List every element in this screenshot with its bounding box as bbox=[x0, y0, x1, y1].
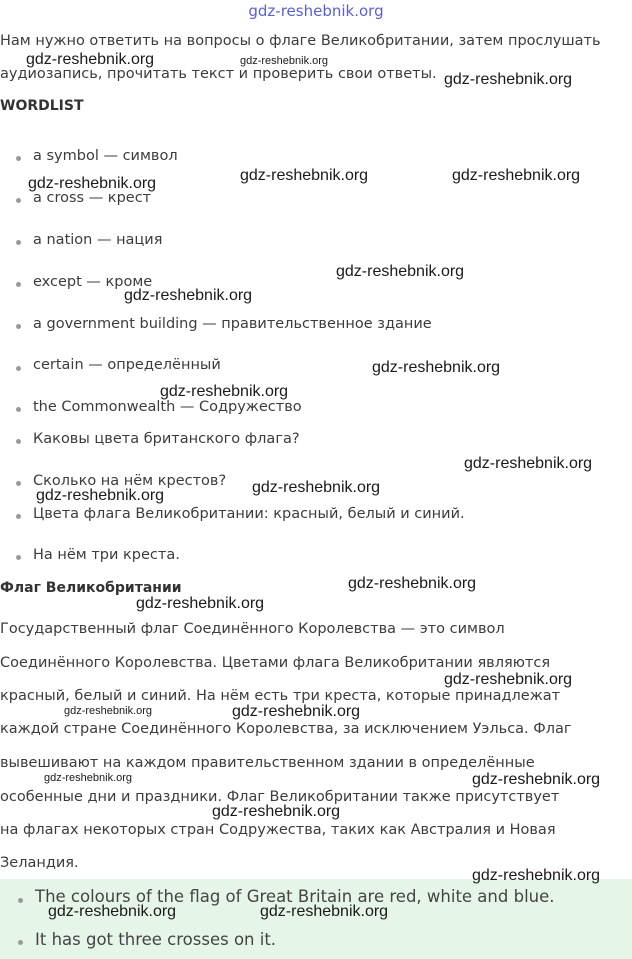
paragraph-line: особенные дни и праздники. Флаг Великобритании также присутствует bbox=[0, 789, 560, 805]
article-heading: Флаг Великобритании bbox=[0, 580, 182, 596]
bullet-icon bbox=[18, 940, 23, 945]
bullet-icon bbox=[16, 366, 21, 371]
watermark: gdz-reshebnik.org bbox=[252, 479, 381, 496]
watermark: gdz-reshebnik.org bbox=[260, 903, 389, 920]
watermark: gdz-reshebnik.org bbox=[232, 703, 361, 720]
watermark: gdz-reshebnik.org bbox=[464, 455, 593, 472]
site-header[interactable]: gdz-reshebnik.org bbox=[248, 2, 384, 20]
list-item: a cross — крест bbox=[33, 190, 152, 206]
bullet-icon bbox=[16, 555, 21, 560]
watermark: gdz-reshebnik.org bbox=[372, 359, 501, 376]
bullet-icon bbox=[16, 156, 21, 161]
watermark: gdz-reshebnik.org bbox=[444, 671, 573, 688]
answer-item: It has got three crosses on it. bbox=[35, 930, 277, 949]
bullet-icon bbox=[16, 481, 21, 486]
paragraph-line: красный, белый и синий. На нём есть три креста, которые принадлежат bbox=[0, 688, 561, 704]
bullet-icon bbox=[16, 240, 21, 245]
watermark: gdz-reshebnik.org bbox=[472, 771, 601, 788]
intro-line-1: Нам нужно ответить на вопросы о флаге Великобритании, затем прослушать bbox=[0, 33, 601, 49]
bullet-icon bbox=[16, 282, 21, 287]
list-item: a symbol — символ bbox=[33, 148, 178, 164]
bullet-icon bbox=[16, 514, 21, 519]
paragraph-line: Соединённого Королевства. Цветами флага Великобритании являются bbox=[0, 655, 551, 671]
watermark: gdz-reshebnik.org bbox=[472, 867, 601, 884]
paragraph-line: каждой стране Соединённого Королевства, за исключением Уэльса. Флаг bbox=[0, 721, 572, 737]
watermark: gdz-reshebnik.org bbox=[336, 263, 465, 280]
list-item: На нём три креста. bbox=[33, 547, 180, 563]
paragraph-line: Государственный флаг Соединённого Королевства — это символ bbox=[0, 621, 505, 637]
watermark: gdz-reshebnik.org bbox=[452, 167, 581, 184]
bullet-icon bbox=[18, 898, 23, 903]
answer-item: The colours of the flag of Great Britain are red, white and blue. bbox=[35, 887, 555, 906]
watermark: gdz-reshebnik.org bbox=[348, 575, 477, 592]
watermark: gdz-reshebnik.org bbox=[212, 803, 341, 820]
list-item: except — кроме bbox=[33, 274, 153, 290]
list-item: a nation — нация bbox=[33, 232, 163, 248]
bullet-icon bbox=[16, 198, 21, 203]
paragraph-line: вывешивают на каждом правительственном здании в определённые bbox=[0, 755, 535, 771]
wordlist-heading: WORDLIST bbox=[0, 98, 84, 114]
watermark: gdz-reshebnik.org bbox=[136, 595, 265, 612]
watermark: gdz-reshebnik.org bbox=[48, 903, 177, 920]
watermark: gdz-reshebnik.org bbox=[44, 772, 133, 784]
watermark: gdz-reshebnik.org bbox=[28, 175, 157, 192]
list-item: a government building — правительственное здание bbox=[33, 316, 432, 332]
bullet-icon bbox=[16, 407, 21, 412]
watermark: gdz-reshebnik.org bbox=[444, 71, 573, 88]
watermark: gdz-reshebnik.org bbox=[124, 287, 253, 304]
intro-line-2: аудиозапись, прочитать текст и проверить свои ответы. bbox=[0, 66, 437, 82]
watermark: gdz-reshebnik.org bbox=[240, 55, 329, 67]
bullet-icon bbox=[16, 439, 21, 444]
paragraph-line: на флагах некоторых стран Содружества, таких как Австралия и Новая bbox=[0, 822, 556, 838]
watermark: gdz-reshebnik.org bbox=[240, 167, 369, 184]
list-item: certain — определённый bbox=[33, 357, 221, 373]
paragraph-line: Зеландия. bbox=[0, 855, 79, 871]
watermark: gdz-reshebnik.org bbox=[36, 487, 165, 504]
list-item: the Commonwealth — Содружество bbox=[33, 399, 302, 415]
watermark: gdz-reshebnik.org bbox=[64, 705, 153, 717]
bullet-icon bbox=[16, 324, 21, 329]
list-item: Сколько на нём крестов? bbox=[33, 473, 227, 489]
list-item: Каковы цвета британского флага? bbox=[33, 431, 300, 447]
list-item: Цвета флага Великобритании: красный, белый и синий. bbox=[33, 506, 465, 522]
watermark: gdz-reshebnik.org bbox=[26, 51, 155, 68]
watermark: gdz-reshebnik.org bbox=[160, 383, 289, 400]
